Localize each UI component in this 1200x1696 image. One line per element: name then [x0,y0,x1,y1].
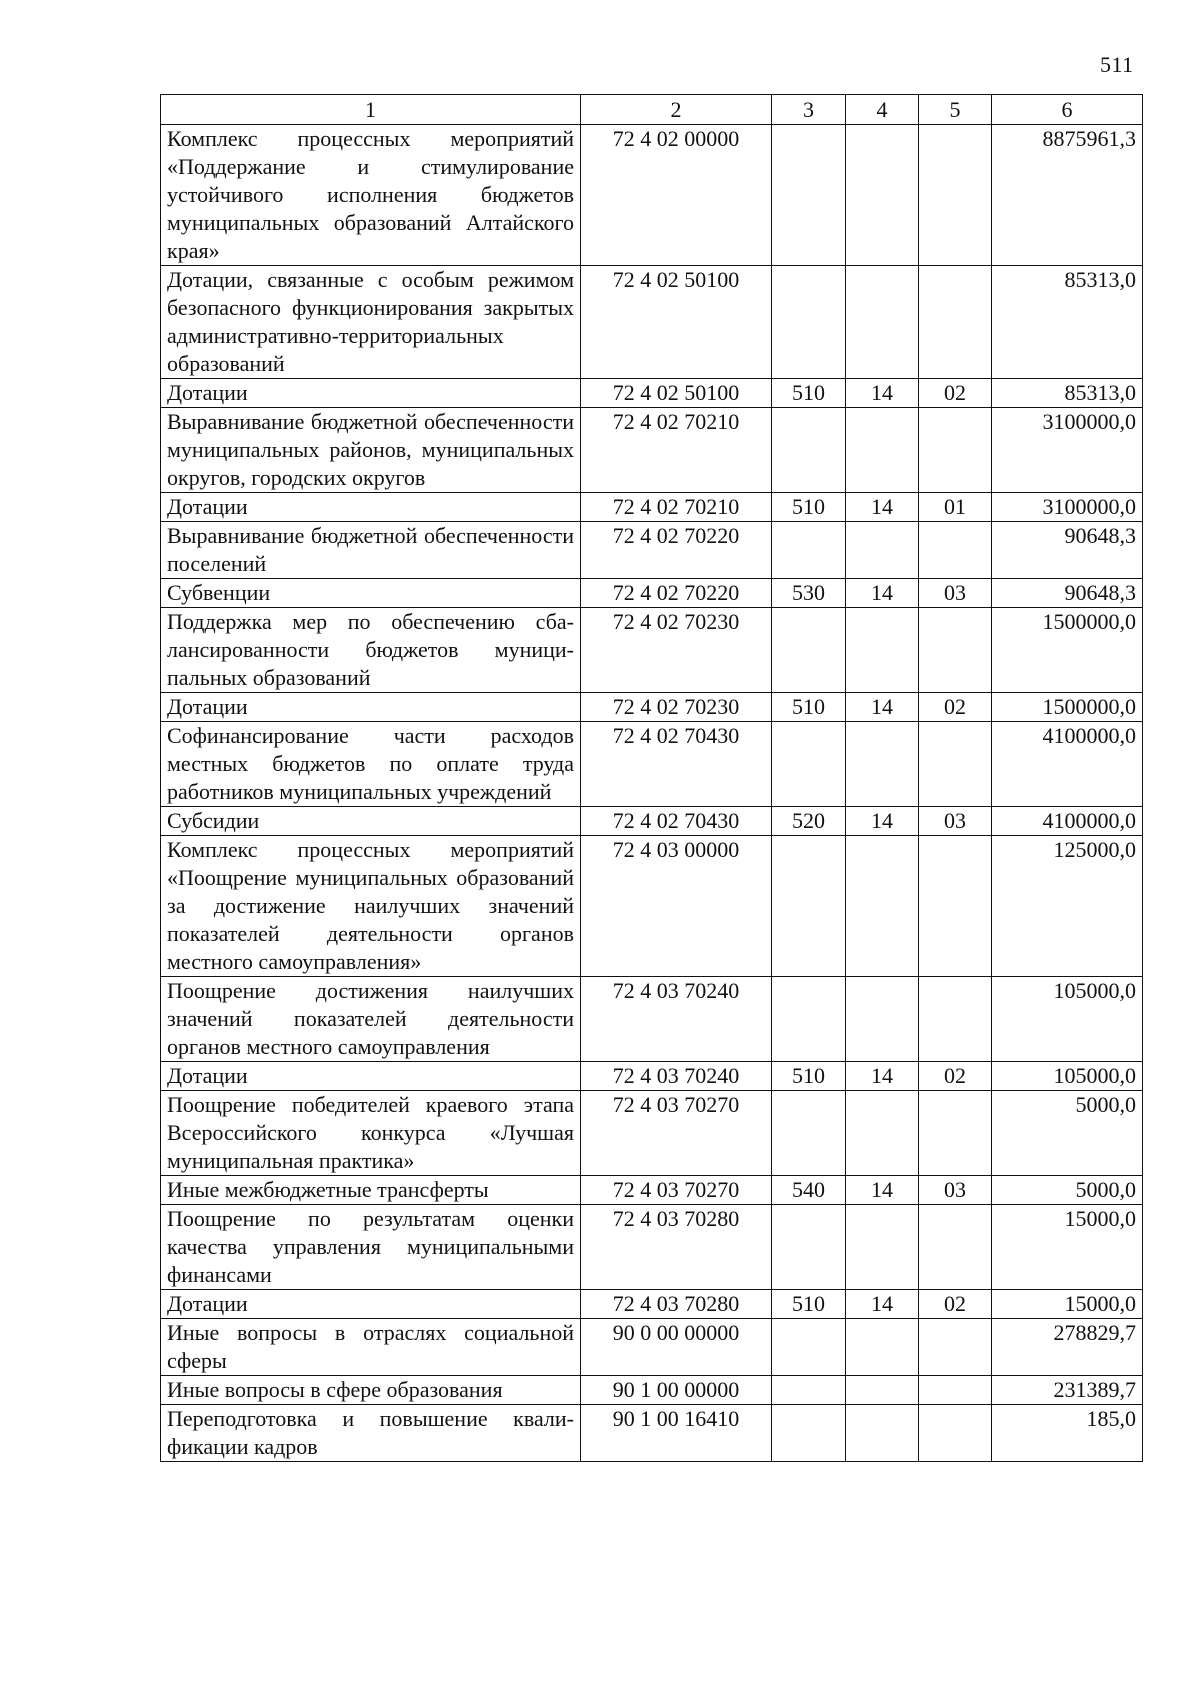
row-type-cell [772,1405,846,1462]
header-row [161,95,1143,125]
row-subsection-cell: 02 [919,1290,992,1319]
row-amount-cell: 3100000,0 [992,493,1143,522]
row-section-cell: 14 [846,1290,919,1319]
row-section-cell [846,836,919,977]
row-type-cell: 510 [772,379,846,408]
table-row [161,579,1143,608]
row-type-cell: 510 [772,693,846,722]
row-type-cell [772,608,846,693]
row-subsection-cell [919,125,992,266]
table-row [161,807,1143,836]
table-row [161,1062,1143,1091]
row-section-cell [846,266,919,379]
table-row [161,1091,1143,1176]
table-row [161,266,1143,379]
table-row [161,1205,1143,1290]
table-row [161,522,1143,579]
row-amount-cell: 125000,0 [992,836,1143,977]
row-section-cell: 14 [846,1176,919,1205]
row-section-cell [846,125,919,266]
row-type-cell [772,522,846,579]
row-type-cell [772,1091,846,1176]
row-subsection-cell [919,836,992,977]
row-subsection-cell [919,977,992,1062]
row-type-cell: 510 [772,493,846,522]
row-name-cell: Софинансирование части расходов местных бюджетов по оплате труда работников муниципальных учреждений [161,722,581,807]
row-type-cell [772,977,846,1062]
row-subsection-cell [919,1205,992,1290]
page-number: 511 [1100,52,1134,77]
row-code-cell: 72 4 02 00000 [581,125,772,266]
table-row [161,493,1143,522]
table-row [161,1176,1143,1205]
row-type-cell [772,722,846,807]
row-section-cell: 14 [846,1062,919,1091]
row-amount-cell: 278829,7 [992,1319,1143,1376]
row-name-cell: Иные межбюджетные трансферты [161,1176,581,1205]
row-subsection-cell [919,1091,992,1176]
row-subsection-cell: 02 [919,379,992,408]
header-cell-2: 2 [581,95,772,125]
row-type-cell [772,836,846,977]
table-row [161,693,1143,722]
row-code-cell: 72 4 02 50100 [581,379,772,408]
row-name-cell: Дотации [161,493,581,522]
row-section-cell: 14 [846,379,919,408]
row-subsection-cell [919,608,992,693]
row-subsection-cell: 02 [919,1062,992,1091]
row-type-cell [772,408,846,493]
row-type-cell [772,266,846,379]
row-subsection-cell: 03 [919,579,992,608]
row-section-cell [846,608,919,693]
row-type-cell [772,1205,846,1290]
row-name-cell: Комплекс процессных мероприятий «Поощрение муниципальных образований за достижение наилучших значений показателей деятельности органов местного самоуправления» [161,836,581,977]
table-row [161,1376,1143,1405]
header-cell-5: 5 [919,95,992,125]
row-subsection-cell: 03 [919,807,992,836]
row-code-cell: 72 4 02 70210 [581,408,772,493]
row-subsection-cell: 01 [919,493,992,522]
row-amount-cell: 15000,0 [992,1205,1143,1290]
table-row [161,379,1143,408]
row-code-cell: 72 4 02 70230 [581,608,772,693]
table-row [161,608,1143,693]
row-code-cell: 72 4 03 70280 [581,1290,772,1319]
row-code-cell: 72 4 03 70270 [581,1176,772,1205]
row-name-cell: Выравнивание бюджетной обеспеченности муниципальных районов, муниципальных округов, городских округов [161,408,581,493]
row-section-cell: 14 [846,693,919,722]
row-code-cell: 72 4 03 70240 [581,977,772,1062]
row-amount-cell: 105000,0 [992,977,1143,1062]
row-amount-cell: 4100000,0 [992,807,1143,836]
table-row [161,125,1143,266]
row-section-cell [846,1405,919,1462]
row-name-cell: Поощрение достижения наилучших значений показателей деятельности органов местного самоуправления [161,977,581,1062]
row-amount-cell: 231389,7 [992,1376,1143,1405]
row-type-cell: 530 [772,579,846,608]
row-amount-cell: 8875961,3 [992,125,1143,266]
row-section-cell [846,1376,919,1405]
header-cell-4: 4 [846,95,919,125]
row-section-cell [846,1091,919,1176]
row-type-cell: 510 [772,1290,846,1319]
row-name-cell: Выравнивание бюджетной обеспеченности поселений [161,522,581,579]
row-code-cell: 90 1 00 16410 [581,1405,772,1462]
row-name-cell: Комплекс процессных мероприятий «Поддержание и стимулирование устойчивого исполнения бюджетов муниципальных образований Алтайского края» [161,125,581,266]
table-row [161,1319,1143,1376]
row-type-cell: 520 [772,807,846,836]
row-section-cell [846,1319,919,1376]
row-amount-cell: 105000,0 [992,1062,1143,1091]
row-name-cell: Иные вопросы в отраслях социальной сферы [161,1319,581,1376]
row-subsection-cell: 02 [919,693,992,722]
row-amount-cell: 1500000,0 [992,608,1143,693]
row-code-cell: 72 4 02 50100 [581,266,772,379]
row-type-cell: 540 [772,1176,846,1205]
row-amount-cell: 185,0 [992,1405,1143,1462]
row-name-cell: Субсидии [161,807,581,836]
row-code-cell: 72 4 03 70240 [581,1062,772,1091]
row-code-cell: 72 4 02 70230 [581,693,772,722]
table-row [161,836,1143,977]
row-section-cell: 14 [846,493,919,522]
row-amount-cell: 90648,3 [992,522,1143,579]
table-row [161,722,1143,807]
row-code-cell: 72 4 02 70210 [581,493,772,522]
row-type-cell [772,1376,846,1405]
header-cell-6: 6 [992,95,1143,125]
row-amount-cell: 85313,0 [992,266,1143,379]
row-code-cell: 72 4 02 70220 [581,579,772,608]
row-type-cell [772,1319,846,1376]
row-subsection-cell [919,266,992,379]
row-subsection-cell: 03 [919,1176,992,1205]
row-subsection-cell [919,522,992,579]
row-name-cell: Дотации [161,1062,581,1091]
row-amount-cell: 1500000,0 [992,693,1143,722]
row-section-cell [846,722,919,807]
row-subsection-cell [919,722,992,807]
row-code-cell: 72 4 02 70430 [581,722,772,807]
row-code-cell: 72 4 02 70220 [581,522,772,579]
row-code-cell: 72 4 03 00000 [581,836,772,977]
row-subsection-cell [919,1405,992,1462]
row-subsection-cell [919,1376,992,1405]
row-section-cell [846,977,919,1062]
row-section-cell [846,522,919,579]
row-subsection-cell [919,1319,992,1376]
table-row [161,408,1143,493]
row-amount-cell: 5000,0 [992,1091,1143,1176]
row-name-cell: Иные вопросы в сфере образования [161,1376,581,1405]
row-name-cell: Субвенции [161,579,581,608]
row-section-cell [846,1205,919,1290]
header-cell-3: 3 [772,95,846,125]
row-type-cell: 510 [772,1062,846,1091]
row-section-cell [846,408,919,493]
row-name-cell: Дотации [161,1290,581,1319]
row-code-cell: 90 1 00 00000 [581,1376,772,1405]
row-section-cell: 14 [846,579,919,608]
budget-table [160,94,1143,1462]
row-name-cell: Дотации, связанные с особым режимом безопасного функционирования закрытых административно-территориальных образований [161,266,581,379]
row-amount-cell: 4100000,0 [992,722,1143,807]
row-amount-cell: 15000,0 [992,1290,1143,1319]
row-subsection-cell [919,408,992,493]
row-name-cell: Поощрение победителей краевого этапа Всероссийского конкурса «Лучшая муниципальная практика» [161,1091,581,1176]
header-cell-1: 1 [161,95,581,125]
row-amount-cell: 85313,0 [992,379,1143,408]
table-row [161,977,1143,1062]
row-name-cell: Переподготовка и повышение квалификации кадров [161,1405,581,1462]
row-name-cell: Поощрение по результатам оценки качества управления муниципальными финансами [161,1205,581,1290]
row-code-cell: 90 0 00 00000 [581,1319,772,1376]
table-row [161,1290,1143,1319]
row-code-cell: 72 4 02 70430 [581,807,772,836]
table-body [161,125,1143,1462]
row-name-cell: Поддержка мер по обеспечению сбалансированности бюджетов муниципальных образований [161,608,581,693]
table-row [161,1405,1143,1462]
row-code-cell: 72 4 03 70270 [581,1091,772,1176]
row-amount-cell: 3100000,0 [992,408,1143,493]
row-type-cell [772,125,846,266]
row-amount-cell: 5000,0 [992,1176,1143,1205]
row-code-cell: 72 4 03 70280 [581,1205,772,1290]
row-amount-cell: 90648,3 [992,579,1143,608]
row-section-cell: 14 [846,807,919,836]
row-name-cell: Дотации [161,693,581,722]
row-name-cell: Дотации [161,379,581,408]
